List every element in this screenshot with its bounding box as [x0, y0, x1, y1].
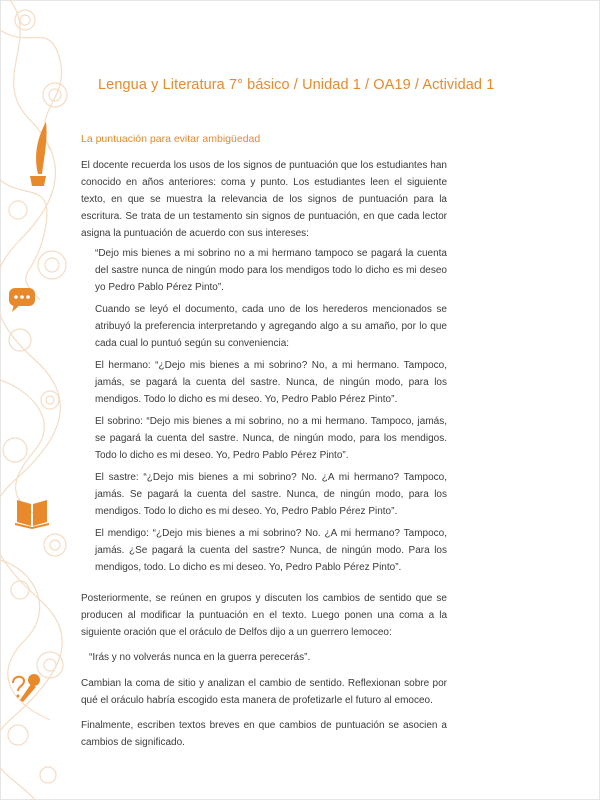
section-title: La puntuación para evitar ambigüedad — [81, 133, 261, 145]
decorative-sidebar — [0, 0, 75, 800]
groups-paragraph: Posteriormente, se reúnen en grupos y discuten los cambios de sentido que se producen al modificar la puntuación en el texto. Luego ponen una coma a la siguiente oración que el oráculo de Delfos dijo a un guerrero lemoceo: — [81, 593, 447, 638]
explanation-paragraph: Cuando se leyó el documento, cada uno de los herederos mencionados se atribuyó la preferencia interpretando y agregando algo a su amaño, por lo que cada cual lo puntuó según su conveniencia: — [95, 304, 447, 349]
beggar-reading: El mendigo: “¿Dejo mis bienes a mi sobrino? No. ¿A mi hermano? Tampoco, jamás. ¿Se pagará la cuenta del sastre? Nunca, de ningún modo. Para los mendigos, todo. Lo dicho es mi deseo. Yo, Pedro Pablo Pérez Pinto”. — [95, 528, 447, 573]
final-paragraph: Finalmente, escriben textos breves en que cambios de puntuación se asocien a cambios de significado. — [81, 720, 447, 748]
brother-reading: El hermano: “¿Dejo mis bienes a mi sobrino? No, a mi hermano. Tampoco, jamás, se pagará la cuenta del sastre. Nunca, de ningún modo, para los mendigos. Todo lo dicho es mi deseo. Yo, Pedro Pablo Pérez Pinto”. — [95, 360, 447, 405]
tailor-reading: El sastre: “¿Dejo mis bienes a mi sobrino? No. ¿A mi hermano? Tampoco, jamás. Se pagará la cuenta del sastre. Nunca, de ningún modo, para los mendigos. Todo lo dicho es mi deseo. Yo, Pedro Pablo Pérez Pinto”. — [95, 472, 447, 517]
pen-icon — [30, 122, 47, 186]
speech-bubble-icon — [9, 288, 35, 312]
page-header: Lengua y Literatura 7° básico / Unidad 1 / OA19 / Actividad 1 — [98, 77, 495, 93]
oracle-quote: “Irás y no volverás nunca en la guerra perecerás”. — [89, 652, 311, 663]
change-paragraph: Cambian la coma de sitio y analizan el cambio de sentido. Reflexionan sobre por qué el oráculo habría escogido esta manera de profetizarle el futuro al emoceo. — [81, 678, 447, 706]
activity-content — [81, 157, 447, 751]
intro-paragraph: El docente recuerda los usos de los signos de puntuación que los estudiantes han conocido en años anteriores: coma y punto. Los estudiantes leen el siguiente texto, en que se muestra la relevancia de los signos de puntuación para la escritura. Se trata de un testamento sin signos de puntuación, en que cada lector asigna la puntuación de acuerdo con sus intereses: — [81, 160, 447, 239]
nephew-reading: El sobrino: “Dejo mis bienes a mi sobrino, no a mi hermano. Tampoco, jamás, se pagará la cuenta del sastre. Nunca, de ningún modo, para los mendigos. Todo lo dicho es mi deseo. Yo, Pedro Pablo Pérez Pinto”. — [95, 416, 447, 461]
testament-quote: “Dejo mis bienes a mi sobrino no a mi hermano tampoco se pagará la cuenta del sastre nunca de ningún modo para los mendigos todo lo dicho es mi deseo yo Pedro Pablo Pérez Pinto”. — [95, 248, 447, 293]
open-book-icon — [15, 500, 49, 528]
